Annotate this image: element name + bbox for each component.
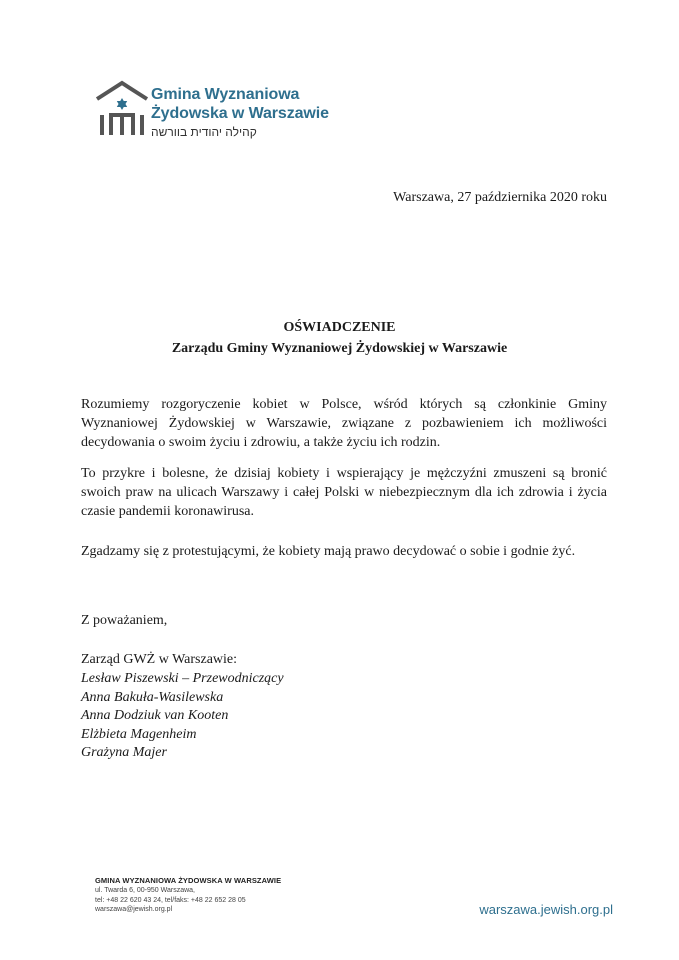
footer-email: warszawa@jewish.org.pl (95, 906, 173, 913)
statement-paragraph-3: Zgadzamy się z protestującymi, że kobiety mają prawo decydować o sobie i godnie żyć. (81, 544, 576, 559)
footer-address: ul. Twarda 6, 00-950 Warszawa, (95, 887, 195, 894)
footer-org-name: GMINA WYZNANIOWA ŻYDOWSKA W WARSZAWIE (95, 876, 282, 885)
signatory-name: Elżbieta Magenheim (81, 726, 197, 742)
signatory-name: Anna Bakuła-Wasilewska (81, 689, 224, 705)
statement-title: OŚWIADCZENIE (283, 320, 396, 335)
statement-paragraph-1: Rozumiemy rozgoryczenie kobiet w Polsce, wśród których są członkinie Gminy Wyznaniowej Żydowskiej w Warszawie, związane z pozbawieniem ich możliwości decydowania o swoim życiu i zdrowiu, a także życiu ich rodzin. (81, 397, 607, 450)
logo-hebrew-name: קהילה יהודית בוורשה (151, 125, 257, 139)
logo-name-line2: Żydowska w Warszawie (151, 105, 329, 122)
synagogue-star-icon (94, 77, 150, 137)
statement-subtitle: Zarządu Gminy Wyznaniowej Żydowskiej w Warszawie (171, 341, 508, 356)
logo-name-line1: Gmina Wyznaniowa (151, 86, 300, 103)
letter-date: Warszawa, 27 października 2020 roku (393, 190, 607, 205)
signatory-name: Lesław Piszewski – Przewodniczący (81, 671, 284, 686)
footer-phone: tel: +48 22 620 43 24, tel/faks: +48 22 652 28 05 (95, 896, 246, 904)
board-label: Zarząd GWŻ w Warszawie: (81, 652, 238, 667)
closing-salutation: Z poważaniem, (81, 613, 168, 628)
signatory-name: Grażyna Majer (81, 745, 167, 760)
statement-paragraph-2: To przykre i bolesne, że dzisiaj kobiety i wspierający je mężczyźni zmuszeni są bronić swoich praw na ulicach Warszawy i całej Polski w niebezpiecznym dla ich zdrowia i życia czasie pandemii koronawirusa. (81, 466, 607, 519)
footer-website: warszawa.jewish.org.pl (479, 902, 613, 917)
signatory-list (81, 670, 284, 763)
organization-logo (94, 77, 344, 139)
footer-contact (95, 876, 281, 915)
signatory-name: Anna Dodziuk van Kooten (81, 708, 229, 723)
